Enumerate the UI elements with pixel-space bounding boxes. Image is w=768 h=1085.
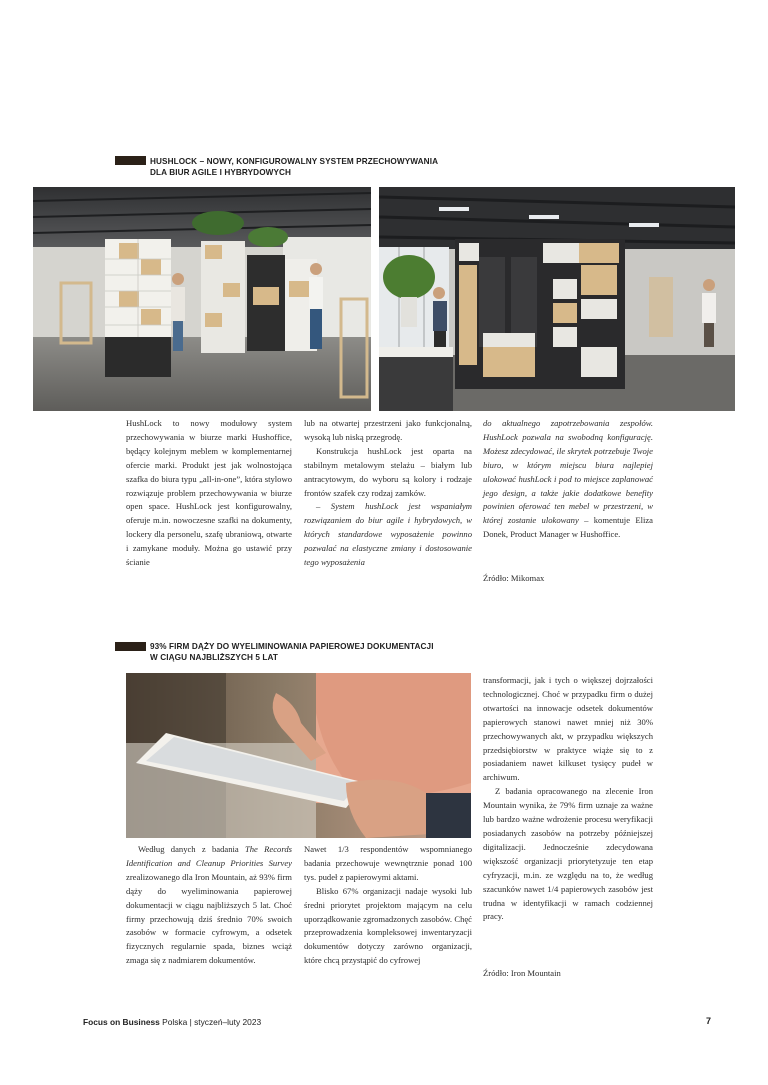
article-column <box>304 417 472 570</box>
article-heading-line: HUSHLOCK – NOWY, KONFIGUROWALNY SYSTEM PRZECHOWYWANIA <box>150 157 439 166</box>
paragraph: transformacji, jak i tych o większej dojrzałości technologicznej. Choć w przypadku firm o dużej otwartości na innowacje odsetek dokumentów papierowych stanowi nawet mniej niż 30% przechowywanych akt, w przypadku większych przedsiębiorstw w praktyce wiąże się to z posiadaniem nawet kilkuset tysięcy pudeł w archiwum. <box>483 675 653 783</box>
attribution-text: – komentuje Eliza Donek, Product Manager w Hushoffice. <box>483 515 653 540</box>
survey-title: The Records Identification and Cleanup Priorities Survey <box>126 844 292 868</box>
office-storage-photo-right <box>379 187 735 411</box>
article-column <box>483 674 653 924</box>
article-column <box>126 417 292 570</box>
paragraph: Nawet 1/3 respondentów wspomnianego badania przechowuje wewnętrznie ponad 100 tys. pudeł z papierowymi aktami. <box>304 844 472 882</box>
article-heading-line: W CIĄGU NAJBLIŻSZYCH 5 LAT <box>150 653 278 662</box>
office-storage-photo-left <box>33 187 371 411</box>
quote-paragraph: – System hushLock jest wspaniałym rozwiązaniem do biur agile i hybrydowych, w których standardowe wyposażenie powinno pozwalać na elastyczne zmiany i dostosowanie tego wyposażenia <box>304 501 472 568</box>
section-marker-bar <box>115 156 146 165</box>
paragraph: lub na otwartej przestrzeni jako funkcjonalną, wysoką lub niską przegrodę. <box>304 418 472 442</box>
paragraph: Z badania opracowanego na zlecenie Iron Mountain wynika, że 79% firm uznaje za ważne lub bardzo ważne wdrożenie procesu weryfikacji posiadanych zasobów na potrzeby późniejszej digitalizacji. Jednocześnie zdecydowana większość organizacji priorytetyzuje ten etap cyfryzacji, m.in. ze względu na to, że według szacunków nawet 1/4 papierowych zasobów jest trudna w identyfikacji w ramach codziennej pracy. <box>483 786 653 922</box>
article-column <box>304 843 472 968</box>
article-column <box>126 843 292 968</box>
paragraph <box>126 843 292 968</box>
section-marker-bar <box>115 642 146 651</box>
paragraph-text: zrealizowanego dla Iron Mountain, aż 93% firm dąży do wyeliminowania papierowej dokumentacji w ciągu najbliższych 5 lat. Choć firmy przechowują dziś średnio 70% swoich zasobów w formacie cyfrowym, a odsetek fizycznych regularnie spada, biznes wciąż zmaga się z nadmiarem dokumentów. <box>126 871 292 966</box>
tablet-hands-photo <box>126 673 471 838</box>
source-credit: Źródło: Mikomax <box>483 573 545 583</box>
paragraph: Blisko 67% organizacji nadaje wysoki lub średni priorytet projektom mającym na celu uporządkowanie zgromadzonych zasobów. Chęć przeprowadzenia kompleksowej inwentaryzacji dokumentów dotyczy zarówno organizacji, które chcą przystąpić do cyfrowej <box>304 885 472 966</box>
page-number: 7 <box>706 1016 712 1026</box>
paragraph: Konstrukcja hushLock jest oparta na stabilnym metalowym stelażu – białym lub antracytowym, do wyboru są kolory i rodzaje frontów szafek czy rodzaj zamków. <box>304 445 472 498</box>
article-heading-line: 93% FIRM DĄŻY DO WYELIMINOWANIA PAPIEROWEJ DOKUMENTACJI <box>150 642 434 651</box>
paragraph-text: Według danych z badania <box>138 844 245 854</box>
quote-text: do aktualnego zapotrzebowania zespołów. HushLock pozwala na swobodną konfigurację. Możesz zdecydować, ile skrytek potrzebuje Twoje biuro, w którym miejscu biura najlepiej ulokować hushLock i pod to miejsce zaplanować jego design, a także jakie dodatkowe benefity powinien oferować ten mebel w przestrzeni, w której zostanie ulokowany <box>483 418 653 526</box>
article-column <box>483 417 653 542</box>
paragraph: HushLock to nowy modułowy system przechowywania w biurze marki Hushoffice, będący kolejnym meblem w komplementarnej ofercie marki. Produkt jest jak wolnostojąca szafka do biura typu „all-in-one”, która stylowo rozwiązuje problem przechowywania w biurze open space. HushLock jest konfigurowalny, oferuje m.in. nowoczesne szafki na dokumenty, lockery dla personelu, szafę ubraniową, otwarte i zamykane moduły. Można go ustawić przy ścianie <box>126 418 292 568</box>
article-heading-line: DLA BIUR AGILE I HYBRYDOWYCH <box>150 168 292 177</box>
source-credit: Źródło: Iron Mountain <box>483 968 561 978</box>
magazine-name: Focus on Business <box>83 1017 160 1027</box>
edition-info: Polska | styczeń–luty 2023 <box>159 1017 262 1027</box>
page-footer <box>83 1017 261 1027</box>
quote-paragraph <box>483 417 653 542</box>
article-heading <box>150 156 480 178</box>
article-heading <box>150 641 480 663</box>
